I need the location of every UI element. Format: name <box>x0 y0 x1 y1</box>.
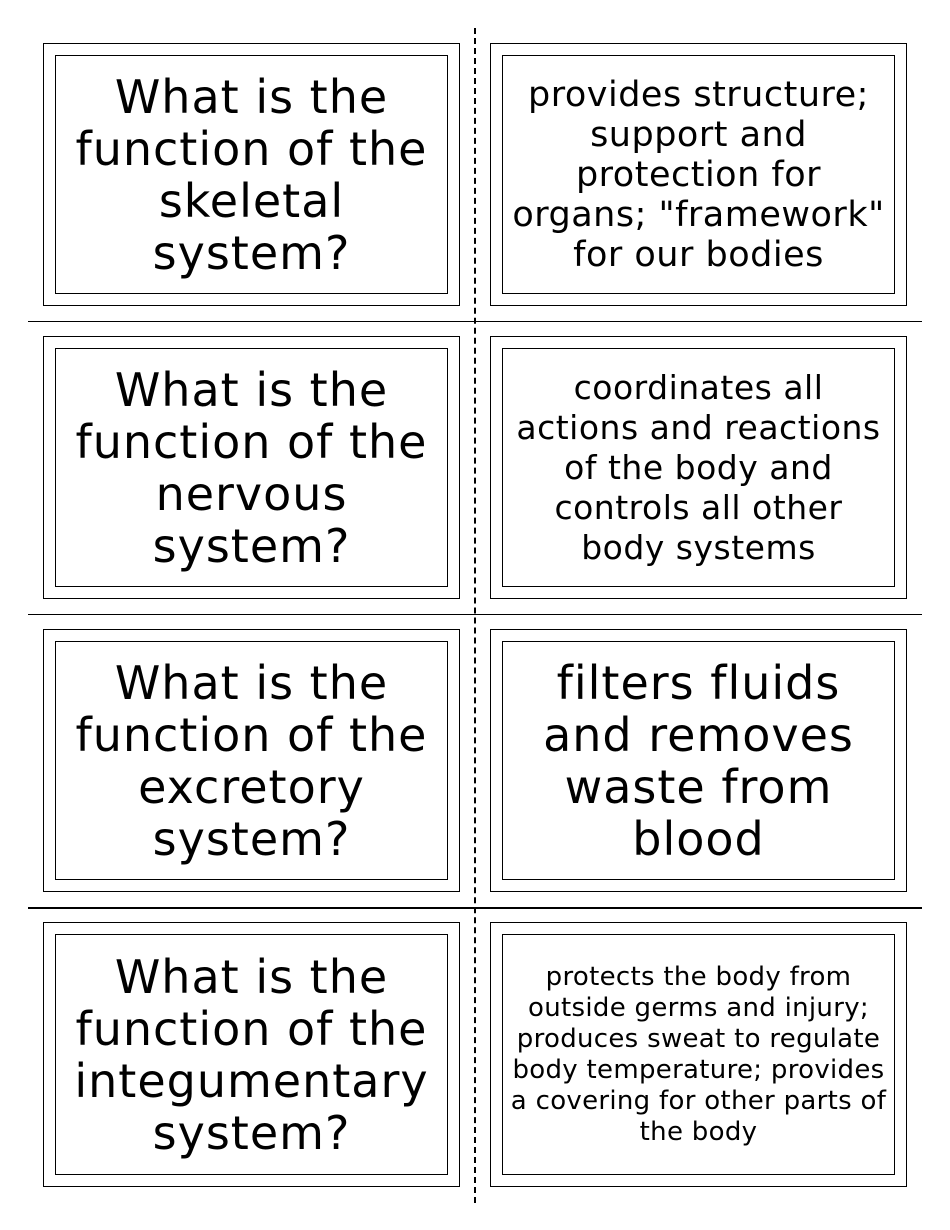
question-card-inner-border <box>55 934 448 1175</box>
answer-card <box>490 336 907 599</box>
answer-text: protects the body from outside germs and injury; produces sweat to regulate body temperature; provides a covering for other parts of the body <box>510 961 887 1147</box>
question-card-inner-border <box>55 641 448 880</box>
horizontal-cut-line <box>28 321 922 322</box>
question-card <box>43 336 460 599</box>
question-card-inner-border <box>55 348 448 587</box>
answer-card-inner-border <box>502 348 895 587</box>
question-card <box>43 922 460 1187</box>
answer-card-inner-border <box>502 934 895 1175</box>
answer-card-inner-border <box>502 55 895 294</box>
answer-text: filters fluids and removes waste from blood <box>543 655 854 866</box>
question-text: What is the function of the nervous system? <box>75 362 428 573</box>
answer-text: coordinates all actions and reactions of the body and controls all other body systems <box>516 367 881 567</box>
question-card <box>43 43 460 306</box>
horizontal-cut-line <box>28 907 922 909</box>
question-text: What is the function of the excretory system? <box>75 655 428 866</box>
question-text: What is the function of the integumentary system? <box>74 949 429 1160</box>
horizontal-cut-line <box>28 614 922 615</box>
answer-card-inner-border <box>502 641 895 880</box>
vertical-cut-line <box>474 28 476 1203</box>
answer-card <box>490 43 907 306</box>
question-text: What is the function of the skeletal system? <box>75 69 428 280</box>
question-card-inner-border <box>55 55 448 294</box>
answer-card <box>490 629 907 892</box>
answer-card <box>490 922 907 1187</box>
question-card <box>43 629 460 892</box>
answer-text: provides structure; support and protection for organs; "framework" for our bodies <box>512 74 885 275</box>
